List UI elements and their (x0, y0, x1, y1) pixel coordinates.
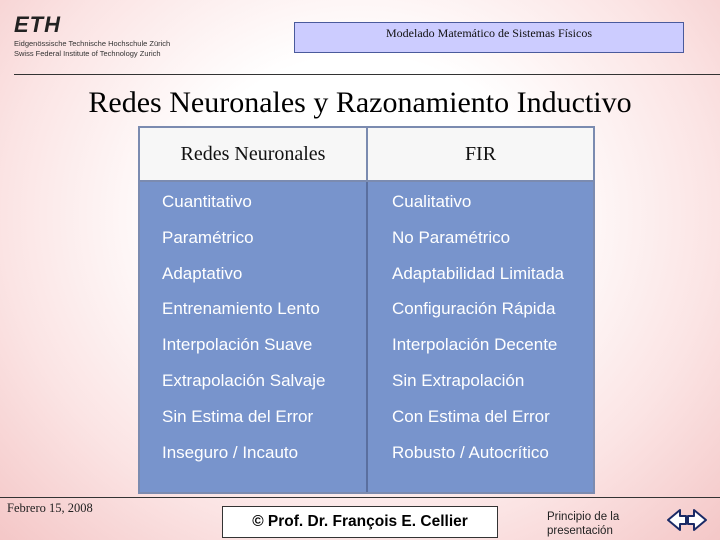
table-cell: No Paramétrico (392, 227, 511, 247)
footer-divider (0, 497, 720, 498)
copyright-box: © Prof. Dr. François E. Cellier (222, 506, 498, 538)
eth-logo (14, 12, 194, 62)
eth-wordmark: ETH (14, 12, 61, 37)
table-cell: Robusto / Autocrítico (392, 442, 549, 462)
table-cell: Cualitativo (392, 192, 472, 211)
table-cell: Interpolación Decente (392, 335, 558, 355)
table-cell: Configuración Rápida (392, 299, 556, 319)
neural-networks-column (162, 184, 325, 470)
eth-name-german: Eidgenössische Technische Hochschule Zürich (14, 39, 171, 48)
table-cell: Paramétrico (162, 227, 254, 247)
table-cell: Con Estima del Error (392, 406, 550, 426)
table-cell: Adaptabilidad Limitada (392, 263, 565, 283)
course-title-box: Modelado Matemático de Sistemas Físicos (294, 22, 684, 53)
column-divider (366, 182, 368, 492)
table-header-neural-networks: Redes Neuronales (140, 128, 368, 182)
slide-title-text: Redes Neuronales y Razonamiento Inductivo (88, 86, 632, 119)
comparison-table (138, 126, 595, 494)
table-cell: Entrenamiento Lento (162, 299, 320, 319)
fir-column (392, 184, 564, 470)
table-cell: Sin Extrapolación (392, 370, 525, 390)
table-cell: Inseguro / Incauto (162, 442, 299, 462)
table-header-fir: FIR (368, 128, 593, 182)
eth-name-english: Swiss Federal Institute of Technology Zurich (14, 49, 161, 58)
header-divider (14, 74, 720, 75)
start-of-presentation-link[interactable]: Principio de la presentación (547, 511, 620, 537)
table-cell: Sin Estima del Error (162, 406, 314, 426)
table-cell: Adaptativo (162, 263, 243, 283)
left-right-arrows-icon[interactable] (666, 506, 708, 534)
slide-date: Febrero 15, 2008 (7, 501, 93, 515)
slide-title (0, 86, 720, 120)
table-cell: Extrapolación Salvaje (162, 370, 326, 390)
table-cell: Interpolación Suave (162, 335, 313, 355)
table-cell: Cuantitativo (162, 192, 252, 211)
